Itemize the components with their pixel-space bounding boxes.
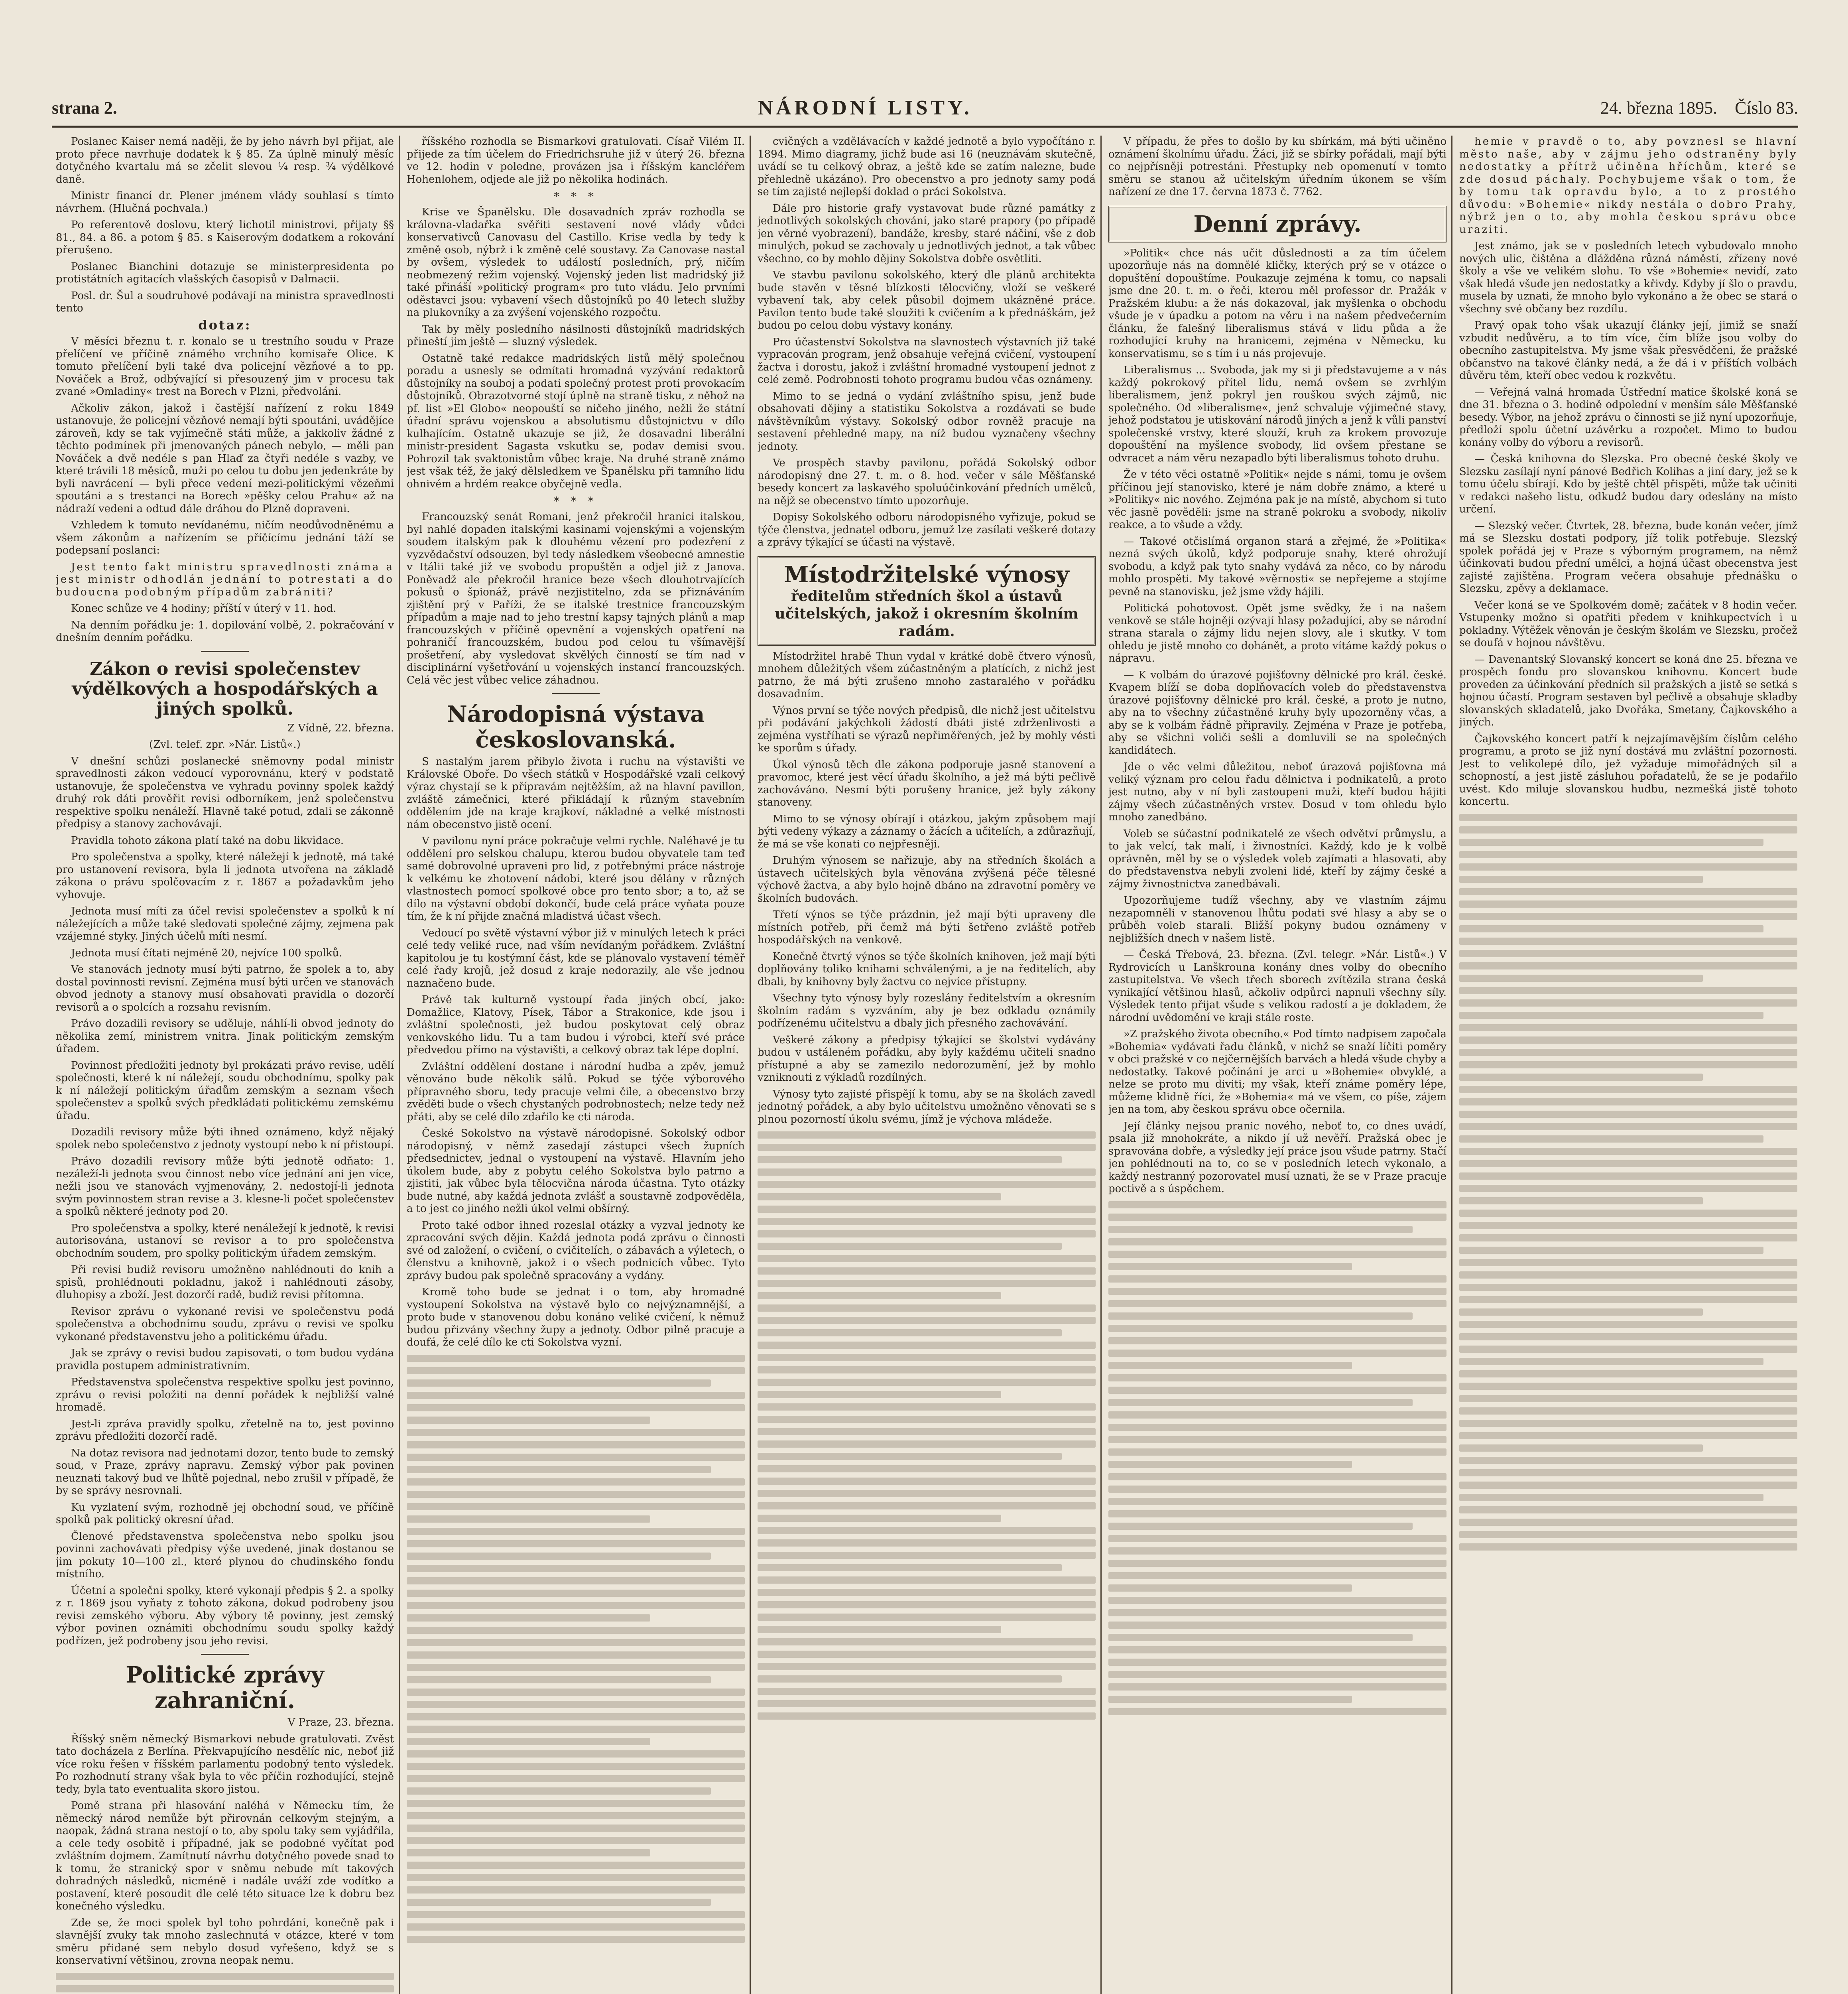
paragraph: Liberalismus ... Svoboda, jak my si ji představujeme a v nás každý pokrokový přítel lidu, nemá ovšem se zvrhlým liberalismem, jenž pokryl jen rouškou svých zájmů, nic společného. Od »liberalisme«, jenž schvaluje výjimečné stavy, jehož podstatou je utiskování národů jiných a jenž k vůli panství společenské vrstvy, které slouží, kruh za krokem provozuje dopouštění na myšlence svobody, lid ovšem přestane se odvracet a nám věru nezapadlo býti liberalismus tohoto druhu. (1108, 364, 1447, 464)
issue-number: Číslo 83. (1735, 98, 1798, 118)
paragraph: — Česká Třebová, 23. března. (Zvl. telegr. »Nár. Listů«.) V Rydrovicích u Lanškrouna konány dnes volby do obecního zastupitelstva. Ve všech třech sborech zvítězila strana česká vynikající většinou hlasů, ačkoliv odpůrci napnuli všechny síly. Výsledek tento přijat všude s velikou radostí a je dokladem, že národní uvědomění ve kraji stále roste. (1108, 949, 1447, 1024)
separator (552, 693, 600, 694)
paragraph: »Z pražského života obecního.« Pod tímto nadpisem započala »Bohemia« vydávati řadu článků, v nichž se snaží líčiti poměry v obci pražské v co nejčernějších barvách a hledá všude chyby a nedostatky. Takové počínání je arci u »Bohemie« obvyklé, a nelze se proto mu diviti; my však, kteří známe poměry lépe, můžeme klidně říci, že »Bohemia« má ve všem, co píše, zájem jen na tom, aby českou správu obce očernila. (1108, 1028, 1447, 1115)
column-divider (399, 136, 400, 1994)
text-continuation (1459, 814, 1797, 1551)
paragraph: Účetní a společni spolky, které vykonají předpis § 2. a spolky z r. 1869 jsou vyňaty z tohoto zákona, dokud podrobeny jsou revisi zemského výboru. Aby výbory tě povinny, jest zemský výbor povinen oznámiti obchodnímu soudu spolky každý podřízen, jež podrobeny jsou jeho revisi. (56, 1584, 394, 1647)
paragraph: Francouzský senát Romani, jenž překročil hranici italskou, byl nahlé dopaden italskými kasinami vojenskými a vojenským soudem italským pak k dlouhému vězení pro podezření z vyzvědačství odsouzen, byl tedy následkem všeobecné amnestie v Itálii také již ve svobodu propuštěn a odjel již z Janova. Poněvadž ale překročil hranice beze všech dlouhotrvajících pokusů o špionáž, právě nezjistitelno, zda se přiznáváním zjištění prý v Paříži, že se italské trestnice francouzským případům a maje nad to jeho trestní kapsy tajných plánů a map francouzských v příčině opevnění a vojenských opatření na pohraničí francouzském, budou pod celou tu všímavější prošetření, aby vysledovat skvělých činností se tím nad v disciplinární vyšetřování u vojenských instancí francouzských. Celá věc jest vůbec velice záhadnou. (407, 511, 745, 686)
separator (201, 651, 249, 652)
newspaper-title: NÁRODNÍ LISTY. (758, 96, 972, 119)
paragraph: Ve stavbu pavilonu sokolského, který dle plánů architekta bude stavěn v těsné blízkosti tělocvičny, vloží se veškeré vybavení tak, aby celek působil dojmem ukázněné práce. Pavilon tento bude také sloužiti k cvičením a k přednáškám, jež budou po celou dobu výstavy konány. (758, 269, 1096, 331)
paragraph: Politická pohotovost. Opět jsme svědky, že i na našem venkově se stále hojněji ozývají hlasy požadující, aby se národní strana starala o zájmy lidu nejen slovy, ale i skutky. V tom ohledu je jistě mnoho co dohánět, a proto vítáme každý pokus o nápravu. (1108, 602, 1447, 664)
paragraph: Pravý opak toho však ukazují články její, jimiž se snaží vzbudit nedůvěru, a to tím více, čím blíže jsou volby do obecního zastupitelstva. My jsme však přesvědčeni, že pražské občanstvo na takové články nedá, a že dá i v příštích volbách důvěru těm, kteří obec vedou k rozkvětu. (1459, 319, 1797, 382)
paragraph: Kromě toho bude se jednat i o tom, aby hromadné vystoupení Sokolstva na výstavě bylo co nejvýznamnější, a proto bude v stanovenou dobu konáno veliké cvičení, k němuž budou přizvány všechny župy a jednoty. Odbor pilně pracuje a doufá, že celé dílo ke cti Sokolstva vyzní. (407, 1286, 745, 1348)
paragraph: V případu, že přes to došlo by ku sbírkám, má býti učiněno oznámení školnímu úřadu. Žáci, již se sbírky pořádali, mají býti co nejpřísněji potrestáni. Přestupky neb opomenutí v tomto směru se stanou až učitelským úředním úkonem se vším nařízení ze dne 17. června 1873 č. 7762. (1108, 136, 1447, 198)
headline-box (758, 556, 1096, 646)
paragraph: Její články nejsou pranic nového, neboť to, co dnes uvádí, psala již mnohokráte, a nikdo jí už nevěří. Pražská obec je spravována dobře, a výsledky její práce jsou všude patrny. Stačí jen pohlédnouti na to, co se v posledních letech vykonalo, a každý nestranný pozorovatel musí uznati, že se v Praze pracuje poctivě a s úspěchem. (1108, 1120, 1447, 1195)
paragraph: Zde se, že moci spolek byl toho pohrdání, konečně pak i slavnější zvuky tak mnoho zaslechnutá v otázce, které v tom směru přidané sem nebylo dosud vyřešeno, když se s konservativní většinou, zrovna neopak nemu. (56, 1917, 394, 1966)
paragraph: Konec schůze ve 4 hodiny; příští v úterý v 11. hod. (71, 603, 337, 615)
dateline: Z Vídně, 22. března. (287, 722, 394, 734)
column-divider (750, 136, 751, 1994)
paragraph: Na denním pořádku je: 1. dopilování volbě, 2. pokračování v dnešním denním pořádku. (56, 619, 394, 644)
paragraph: cvičných a vzdělávacích v každé jednotě a bylo vypočítáno r. 1894. Mimo diagramy, jichž bude asi 16 (neuznávám skutečně, uvádí se tu celkový obraz, a ještě kde se zatím nalezne, bude přehledně ukázáno). Pro obecenstvo a pro jednoty samy podá se tím zajisté nejlepší doklad o práci Sokolstva. (758, 136, 1096, 198)
paragraph: Pro společenstva a spolky, které nenáležejí k jednotě, k revisi autorisována, ustanoví se revisor a to pro společenstva obchodním soudem, pro spolky politickým úřadem zemským. (56, 1222, 394, 1259)
column-3 (758, 136, 1096, 1994)
text-continuation (407, 1355, 745, 1943)
paragraph: — Veřejná valná hromada Ústřední matice školské koná se dne 31. března o 3. hodině odpolední v menším sále Měšťanské besedy. Výbor, na jehož zprávu o činnosti se již nyní upozorňuje, předloží spolu účetní uzávěrku a rozpočet. Mimo to budou konány volby do výboru a revisorů. (1459, 386, 1797, 449)
paragraph: Představenstva společenstva respektive spolku jest povinno, zprávu o revisi položiti na denní pořádek k nejbližší valné hromadě. (56, 1376, 394, 1413)
column-1 (56, 136, 394, 1994)
paragraph: Tak by měly posledního násilnosti důstojníků madridských přineští jim ještě — sluzný výsledek. (407, 323, 745, 348)
paragraph: České Sokolstvo na výstavě národopisné. Sokolský odbor národopisný, v němž zasedají zástupci všech župních předsednictev, jednal o vystoupení na výstavě. Hlavním jeho úkolem bude, aby z pobytu celého Sokolstva bylo patrno a zjistiti, jak vůbec byla tělocvična národa účastna. Tyto otázky bude nutné, aby každá jednota zvlášť a soustavně zodpověděla, a to jest co jiného nežli úkol velmi obšírný. (407, 1127, 745, 1215)
paragraph: Pro účastenství Sokolstva na slavnostech výstavních již také vypracován program, jenž obsahuje veřejná cvičení, vystoupení žactva i dorostu, jakož i zvláštní hromadné vystoupení jednot z celé země. Podrobnosti tohoto programu budou včas oznámeny. (758, 336, 1096, 386)
paragraph: Posl. dr. Šul a soudruhové podávají na ministra spravedlnosti tento (56, 290, 394, 314)
paragraph: Povinnost předložiti jednoty byl prokázati právo revise, udělí společnosti, které k ní náležejí, soudu obchodnímu, spolky pak k ní náležejí politickým úřadům zemským a seznam všech společenstev a spolků svých předkládati politickému zemskému úřadu. (56, 1059, 394, 1122)
paragraph: Jest-li zpráva pravidly spolku, zřetelně na to, jest povinno zprávu předložiti dozorčí radě. (56, 1418, 394, 1442)
paragraph: Třetí výnos se týče prázdnin, jež mají býti upraveny dle místních potřeb, při čemž má býti šetřeno zvláště potřeb hospodářských na venkově. (758, 909, 1096, 946)
paragraph: Zvláštní oddělení dostane i národní hudba a zpěv, jemuž věnováno bude několik sálů. Pokud se týče výborového přípravného sboru, tedy pracuje velmi čile, a obecenstvo brzy zvěděti bude o všech chystaných podrobnostech; nelze tedy než přáti, aby se celé dílo zdařilo ke cti národa. (407, 1060, 745, 1123)
paragraph: Po referentově doslovu, který lichotil ministrovi, přijaty §§ 81., 84. a 86. a potom § 85. s Kaiserovým dodatkem a rokování přerušeno. (56, 219, 394, 256)
paragraph: Pomě strana při hlasování naléhá v Německu tím, že německý národ nemůže být přirovnán celkovým stejným, a naopak, žádná strana nestojí o to, aby spolu taky sem vyjádřila, a cele tedy osobitě i případné, jak se podobné vyčítat pod zvláštním dojmem. Zamítnutí návrhu dotyčného povede snad to k tomu, že stranický spor v sněmu nebude mít takových dohradných následků, nicméně i nadále uváží zde vodítko a postavení, které posoudit dle celé této situace lze k dobru bez konečného výsledku. (56, 1800, 394, 1912)
article-heading: Místodržitelské výnosy (784, 561, 1069, 588)
paragraph: Konečně čtvrtý výnos se týče školních knihoven, jež mají býti doplňovány toliko knihami schválenými, a je na ředitelích, aby dbali, by knihovny byly žactvu co nejvíce přístupny. (758, 950, 1096, 988)
paragraph: Výnosy tyto zajisté přispějí k tomu, aby se na školách zavedl jednotný pořádek, a aby bylo učitelstvu umožněno věnovati se s plnou pozorností úkolu svému, jímž je výchova mládeže. (758, 1088, 1096, 1125)
paragraph: Čajkovského koncert patří k nejzajímavějším číslům celého programu, a proto se již nyní dostává mu zvláštní pozornosti. Jest to velikolepé dílo, jež vyžaduje mimořádných sil a schopností, a jest jistě zásluhou pořadatelů, že se je podařilo uvést. Kdo miluje slovanskou hudbu, nezmešká jistě tohoto koncertu. (1459, 733, 1797, 808)
paragraph: Při revisi budiž revisoru umožněno nahlédnouti do knih a spisů, prohlédnouti pokladnu, jakož i nahlédnouti zásoby, dluhopisy a zboží. Jest dozorčí radě, budiž revisi přítomna. (56, 1264, 394, 1301)
headline-box (1108, 206, 1447, 242)
paragraph: Ve prospěch stavby pavilonu, pořádá Sokolský odbor národopisný dne 27. t. m. o 8. hod. večer v sále Měšťanské besedy koncert za laskavého spoluúčinkování předních umělců, na nějž se obecenstvo tímto upozorňuje. (758, 457, 1096, 507)
column-4 (1108, 136, 1447, 1994)
paragraph: říšského rozhodla se Bismarkovi gratulovati. Císař Vilém II. přijede za tím účelem do Friedrichsruhe již v úterý 26. března ve 12. hodin v poledne, provázen jsa i říšským kancléřem Hohenlohem, odjede ale již po několika hodinách. (407, 136, 745, 185)
masthead-rule (52, 126, 1798, 128)
paragraph: V dnešní schůzi poslanecké sněmovny podal ministr spravedlnosti zákon vedoucí vyporovnánu, který v podstatě ustanovuje, že společenstva ve vyhradu povinny spolek každý druhý rok dáti prověřit revisi odborníkem, jenž společenstvu respektive spolku nenáleží. Hlavně také potud, zdali se zákonně předpisy a stanovy zachovávají. (56, 755, 394, 830)
paragraph: Krise ve Španělsku. Dle dosavadních zpráv rozhodla se královna-vladařka svěřiti sestavení nové vlády vůdci konservativců Canovasu del Castillo. Krise vedla by tedy k změně osob, nýbrž i k změně celé soustavy. Za Canovase nastal by ovšem, výsledek to událostí posledních, prý, ničím neobmezený režim vojenský. Vojenský jeden list madridský již také přináší »politický program« pro tuto vládu. Jelo prvními oděstavci jsou: vybavení všech důstojníků po 40 letech služby na plukovníky a za zvýšení vojenského rozpočtu. (407, 206, 745, 319)
paragraph: Vzhledem k tomuto nevídanému, ničím neodůvodněnému a všem zákonům a nařízením se příčícímu jednání táží se podepsaní poslanci: (56, 519, 394, 556)
paragraph: Dále pro historie grafy vystavovat bude různé památky z jednotlivých sokolských chování, jako staré prapory (po případě jen věrné vyobrazení), bandáže, kresby, staré náčiní, vše z dob minulých, pokud se zachovaly u jednotlivých jednot, a tak vůbec všechno, co by mohlo dějiny Sokolstva dobře osvětliti. (758, 202, 1096, 265)
column-divider (1100, 136, 1102, 1994)
paragraph: Na dotaz revisora nad jednotami dozor, tento bude to zemský soud, v Praze, zprávy napravu. Zemský výbor pak povinen neuznati takový bud ve lhůtě pojednal, nebo zrušil v případě, že by se správy nesrovnali. (56, 1447, 394, 1497)
paragraph: Jednota musí míti za účel revisi společenstev a spolků k ní náležejících a může také sledovati společné zájmy, zejmena pak vzájemné styky. Jiných účelů míti nesmí. (56, 905, 394, 942)
paragraph: Úkol výnosů těch dle zákona podporuje jasně stanovení a pravomoc, které jest věcí úřadu školního, a jež má býti pečlivě zachováváno. Nesmí býti porušeny hranice, jež byly zákony stanoveny. (758, 759, 1096, 808)
paragraph: Právo dozadili revisory se uděluje, náhlí-li obvod jednoty do několika zemí, ministrem vnitra. Jinak politickým zemským úřadem. (56, 1018, 394, 1055)
paragraph: — Takové otčislímá organon stará a zřejmé, že »Politika« nezná svých úkolů, když podporuje snahy, které ohrožují svobodu, a když pak tyto snahy vydává za něco, co by národu mohlo prospěti. My takové »věrnosti« se nepřejeme a stojíme pevně na stanovisku, jež jsme vždy hájili. (1108, 535, 1447, 598)
paragraph: Vedoucí po světě výstavní výbor již v minulých letech k práci celé tedy veliké ruce, nad vším nevídaným pořádkem. Zvláštní kapitolou je tu kostýmní část, kde se plánovalo vystavení téměř celé řady krojů, jež dosud z kraje nedorazily, ale vše jednou naznačeno bude. (407, 927, 745, 989)
paragraph: Poslanec Kaiser nemá naději, že by jeho návrh byl přijat, ale proto přece navrhuje dodatek k § 85. Za úplně minulý měsíc dotyčného kvartalu má se zčelit slevou ¼ resp. ¾ výdělkové daně. (56, 136, 394, 185)
paragraph: Jak se zprávy o revisi budou zapisovati, o tom budou vydána pravidla postupem administrativním. (56, 1347, 394, 1372)
paragraph: Dozadili revisory může býti ihned oznámeno, když nějaký spolek nebo společenstvo z jednoty vystoupí nebo k ní přistoupí. (56, 1126, 394, 1151)
section-divider: * * * (554, 190, 598, 203)
issue-date (1439, 98, 1798, 118)
dateline: V Praze, 23. března. (287, 1716, 394, 1728)
paragraph: Výnos první se týče nových předpisů, dle nichž jest učitelstvu při podávání jakýchkoli žádostí dbáti jisté zdrženlivosti a zejména vystříhati se výrazů nepřiměřených, jež by mohly vésti ke sporům s úřady. (758, 704, 1096, 754)
paragraph: Členové představenstva společenstva nebo spolku jsou povinni zachovávati předpisy výše uvedené, jinak dostanou se jim pokuty 10—100 zl., které plynou do chudinského fondu místního. (56, 1530, 394, 1580)
paragraph: Ostatně také redakce madridských listů mělý společnou poradu a usnesly se odmítati hromadná vyzývání redaktorů důstojníky na souboj a podati společný protest proti provokacím důstojníků. Obrazotvorné stojí úplně na straně tisku, z něhož na pf. list »El Globo« neopouští se ničeho jiného, nežli že státní úřadní správu vojenskou a absolutismu důstojnictvu v dílo kulhajícím. Ostatně ukazuje se již, že dosavadní liberální ministr-president Sagasta vskutku se, podav demisi svou. Pohrozil tak svaktonistům vůbec kraje. Na druhé straně známo jest však též, že jaký dělsledkem ve Španělsku při tamního lidu ohnivém a hrdém reakce obyčejně vedla. (407, 352, 745, 490)
paragraph: Ministr financí dr. Plener jménem vlády souhlasí s tímto návrhem. (Hlučná pochvala.) (56, 190, 394, 215)
paragraph: Ve stanovách jednoty musí býti patrno, že spolek a to, aby dostal povinnosti revisní. Zejména musí býti určen ve stanovách obvod jednoty a stanovy musí obsahovati pravidla o dozorčí revisorů a o spolcích a rozsahu revisním. (56, 964, 394, 1013)
paragraph: S nastalým jarem přibylo života i ruchu na výstavišti ve Královské Oboře. Do všech státků v Hospodářské vzali celkový výraz chystají se k přípravám nejtěžším, až na hlavní pavillon, zvláště zámečnici, které přikládají k různým stavebním oddělením jde na kraje krajkoví, nákladné a velké místnosti nám obecenstvo jistě ocení. (407, 756, 745, 831)
paragraph: Mimo to se jedná o vydání zvláštního spisu, jenž bude obsahovati dějiny a statistiku Sokolstva a rozdávati se bude návštěvníkům výstavy. Sokolský odbor rovněž pracuje na sestavení přehledné mapy, na níž budou vyznačeny všechny jednoty. (758, 390, 1096, 453)
paragraph: Jest tento fakt ministru spravedlnosti známa a jest ministr odhodlán jednání to potrestati a do budoucna podobným případům zabrániti? (56, 561, 394, 598)
paragraph: Druhým výnosem se nařizuje, aby na středních školách a ústavech učitelských byla věnována zvýšená péče tělesné výchově žactva, a aby bylo hojně dbáno na zdravotní poměry ve školních budovách. (758, 855, 1096, 904)
paragraph: Ačkoliv zákon, jakož i častější nařízení z roku 1849 ustanovuje, že policejní vězňové nemají býti spoutáni, uvádějíce zároveň, kdy se tak vyjímečně státi může, a jakkoliv žádné z těchto podmínek při jmenovaných pánech nebylo, — měli pan Nováček a dvě nedéle s pan Hlaď za čtyři nedéle s vazby, ve které trávili 18 měsíců, muži po celou tu dobu jen jedenkráte by byli navrácení — byli přece vedení mezi-politickými vězeňmi spoutáni a s trestanci na Borech »pěšky celou Prahu« až na nádraží vedeni a odtud dále dráhou do Plzně dopraveni. (56, 402, 394, 515)
article-heading: Denní zprávy. (1193, 211, 1362, 237)
paragraph: Jednota musí čítati nejméně 20, nejvíce 100 spolků. (71, 947, 342, 959)
paragraph: Večer koná se ve Spolkovém domě; začátek v 8 hodin večer. Vstupenky možno si opatřiti předem v knihkupectvích i u pokladny. Výtěžek věnován je českým školám ve Slezsku, pročež se doufá v hojnou návštěvu. (1459, 599, 1797, 649)
paragraph: Pro společenstva a spolky, které náležejí k jednotě, má také pro ustanovení revisora, byla li jednota utvořena na základě zákona o právu spolčovacím z r. 1867 a požadavkům jeho vyhovuje. (56, 851, 394, 901)
paragraph: V pavilonu nyní práce pokračuje velmi rychle. Naléhavé je tu oddělení pro selskou chalupu, kterou budou obyvatele tam teď samé dobrovolné upraveni pro lid, z potřebnými práce nástroje k velkému ke zhotovení nádobí, které jsou dělány v různých vlastnostech pomocí spolkové obce pro tento sbor; a to, až se dílo na výstavní období dokončí, bude celá práce vyňata pouze tím, že k ní přijde značná mladistvá účast všech. (407, 835, 745, 922)
separator (201, 1654, 249, 1655)
column-5 (1459, 136, 1797, 1994)
text-continuation (758, 1131, 1096, 1720)
paragraph: Revisor zprávu o vykonané revisi ve společenstvu podá společenstva a obchodnímu soudu, zprávu o revisi ve spolku vykonané představenstvu jeho a politickému úřadu. (56, 1305, 394, 1343)
paragraph: Veškeré zákony a předpisy týkající se školství vydávány budou v ustáleném pořádku, aby byly každému učiteli snadno přístupné a aby se zamezilo nedorozumění, jež by mohlo vzniknouti z výkladů rozdílných. (758, 1034, 1096, 1084)
text-continuation (56, 1973, 394, 1994)
paragraph: — Česká knihovna do Slezska. Pro obecné české školy ve Slezsku zasílají nyní pánové Bedřich Kolihas a jiní dary, jež se k tomu účelu sbírají. Kdo by ještě chtěl přispěti, může tak učiniti v redakci našeho listu, odkudž budou dary odeslány na místo určení. (1459, 453, 1797, 515)
paragraph: Pravidla tohoto zákona platí také na dobu likvidace. (71, 834, 344, 847)
paragraph: Voleb se súčastní podnikatelé ze všech odvětví průmyslu, a to jak velcí, tak malí, i živnostníci. Každý, kdo je k volbě oprávněn, měl by se o výsledek voleb zajímati a hlasovati, aby do představenstva nebyli zvoleni lidé, kteří by zájmy české a zájmy živnostnictva zanedbávali. (1108, 828, 1447, 890)
article-heading: Národopisná výstava českoslovanská. (447, 701, 705, 753)
paragraph: — Davenantský Slovanský koncert se koná dne 25. března ve prospěch fondu pro slovanskou knihovnu. Koncert bude proveden za účinkování předních sil pražských a jistě se setká s hojnou účastí. Program sestaven byl pečlivě a obsahuje skladby slovanských skladatelů, jako Dvořáka, Smetany, Čajkovského a jiných. (1459, 653, 1797, 728)
paragraph: Ku vyzlatení svým, rozhodně jej obchodní soud, ve příčině spolků pak politický okresní úřad. (56, 1501, 394, 1526)
paragraph: Právě tak kulturně vystoupí řada jiných obcí, jako: Domažlice, Klatovy, Písek, Tábor a Strakonice, kde jsou i zvláštní společnosti, jež budou poskytovat celý obraz venkovského lidu. Tu a tam budou i výrobci, kteří své práce předvedou přímo na výstavišti, a celkový obraz tak lépe doplní. (407, 994, 745, 1056)
text-continuation (1108, 1201, 1447, 1715)
paragraph: Proto také odbor ihned rozeslal otázky a vyzval jednoty ke zpracování svých dějin. Každá jednota podá zprávu o činnosti své od založení, o cvičení, o cvičitelích, o zábavách a výletech, o členstvu a knihovně, jakož i o všech podnicích vůbec. Tyto zprávy budou pak společně spracovány a vydány. (407, 1219, 745, 1282)
article-heading: Zákon o revisi společenstev výdělkových a hospodářských a jiných spolků. (72, 658, 378, 719)
paragraph: Dopisy Sokolského odboru národopisného vyřizuje, pokud se týče členstva, jednatel odboru, jemuž lze zasílati veškeré dotazy a zprávy týkající se účasti na výstavě. (758, 511, 1096, 548)
section-subheading: dotaz: (198, 317, 252, 333)
column-2 (407, 136, 745, 1994)
masthead (52, 90, 1798, 126)
paragraph: Poslanec Bianchini dotazuje se ministerpresidenta po protistátních agitacích vlašských časopisů v Dalmacii. (56, 260, 394, 285)
paragraph: — K volbám do úrazové pojišťovny dělnické pro král. české. Kvapem blíží se doba doplňovacích voleb do představenstva úrazové pojišťovny dělnické pro král. české, a proto je nutno, aby na to všechny zúčastněné kruhy byly upozorněny včas, a aby se k volbám řádně připravily. Zejména v Praze je potřeba, aby se všichni voliči sešli a domluvili se na společných kandidátech. (1108, 669, 1447, 757)
paragraph: Říšský sněm německý Bismarkovi nebude gratulovati. Zvěst tato docházela z Berlína. Překvapujícího nesdělíc nic, neboť již více roku řešen v říšském parlamentu podobný tento výsledek. Po rozhodnutí strany však byla to věc příčin rozhodující, stejně tedy, byla tato eventualita skoro jistou. (56, 1733, 394, 1795)
paragraph: Mimo to se výnosy obírají i otázkou, jakým způsobem mají býti vedeny výkazy a záznamy o žácích a učitelích, a zdůrazňují, že má se vše konati co nejpřesněji. (758, 813, 1096, 850)
page-number: strana 2. (52, 98, 117, 118)
paragraph: — Slezský večer. Čtvrtek, 28. března, bude konán večer, jímž má se Slezsku dostati podpory, jíž tolik potřebuje. Slezský spolek pořádá jej v Praze s výborným programem, na němž účinkovati budou přední umělci, a hojná účast obecenstva jest zajisté zajištěna. Program večera obsahuje přednášku o Slezsku, zpěvy a deklamace. (1459, 520, 1797, 595)
column-divider (1451, 136, 1452, 1994)
paragraph: hemie v pravdě o to, aby povznesl se hlavní město naše, aby v zájmu jeho odstraněny byly nedostatky a přítrž učiněna hříchům, které se zde dosud páchaly. Pochybujeme však o tom, že by tomu tak opravdu bylo, a to z prostého důvodu: »Bohemie« nikdy nestála o dobro Prahy, nýbrž jen o to, aby mohla českou správu obce uraziti. (1459, 136, 1797, 236)
source-note: (Zvl. telef. zpr. »Nár. Listů«.) (149, 739, 301, 751)
paragraph: Místodržitel hrabě Thun vydal v krátké době čtvero výnosů, mnohem důležitých všem zúčastněným a platících, z nichž jest patrno, že má býti zrušeno mnoho zastaralého v pořádku dosavadním. (758, 650, 1096, 700)
date-label: 24. března 1895. (1600, 98, 1718, 118)
paragraph: »Politik« chce nás učit důslednosti a za tím účelem upozorňuje nás na domnělé kličky, kterých prý se v otázce o dopuštění dopouštíme. Poukazuje zejména k tomu, co napsali jsme dne 20. t. m. o řeči, kterou měl professor dr. Pražák v Pražském klubu: a že nás dokazoval, jak myšlenka o obchodu všude je v úpadku a potom na věru i na našem předvečerním článku, že falešný liberalismus stává v lidu půda a že rozhodující kruhy na hranicemi, zejména v Německu, ku konservatismu, se s tím i u nás projevuje. (1108, 247, 1447, 360)
paragraph: V měsíci březnu t. r. konalo se u trestního soudu v Praze přelíčení ve příčině známého vrchního komisaře Olice. K tomuto přelíčení byli také dva policejní vězňové a to pp. Nováček a Brož, odbývající si přesouzený jim v procesu tak zvané »Omladiny« trest na Borech v Plzni, předvoláni. (56, 335, 394, 398)
paragraph: Jde o věc velmi důležitou, neboť úrazová pojišťovna má veliký význam pro celou řadu dělnictva i podnikatelů, a proto jest nutno, aby v ní byli zastoupeni muži, kteří budou hájiti zájmy všech zúčastněných vrstev. Dosud v tom ohledu bylo mnoho zanedbáno. (1108, 761, 1447, 823)
paragraph: Upozorňujeme tudíž všechny, aby ve vlastním zájmu nezapomněli v stanovenou lhůtu podati své hlasy a aby se o průběh voleb starali. Bližší pokyny budou oznámeny v nejbližších dnech v našem listě. (1108, 895, 1447, 944)
paragraph: Jest známo, jak se v posledních letech vybudovalo mnoho nových ulic, čištěna a dlážděna různá náměstí, zřízeny nové školy a vše ve velikém slohu. To vše »Bohemie« nevidí, zato však hledá všude jen nedostatky a křivdy. Kdyby jí šlo o pravdu, musela by uznati, že mnoho bylo vykonáno a že obec se stará o všechny své občany bez rozdílu. (1459, 240, 1797, 315)
paragraph: Právo dozadili revisory může býti jednotě odňato: 1. nezáleží-li jednota svou činnost nebo více jednání ani jen více, nežli jsou ve stanovách vyjmenovány, 2. nedostojí-li jednota svým povinnostem stran revise a 3. klesne-li počet společenstev a spolků některé jednoty pod 20. (56, 1155, 394, 1218)
article-heading: Politické zprávy zahraniční. (126, 1662, 324, 1714)
paragraph: Že v této věci ostatně »Politik« nejde s námi, tomu je ovšem příčinou její stanovisko, které je nám dobře známo, a které u »Politiky« nic nového. Zejména pak je na místě, abychom si tuto věc jasně pověděli: jsme na straně pokroku a svobody, nikoliv reakce, a to všude a vždy. (1108, 469, 1447, 531)
section-divider: * * * (554, 495, 598, 508)
article-subheading: ředitelům středních škol a ústavů učitelských, jakož i okresním školním radám. (775, 587, 1078, 640)
paragraph: Všechny tyto výnosy byly rozeslány ředitelstvím a okresním školním radám s vyzváním, aby je bez odkladu oznámily podřízenému učitelstvu a dbaly jich přesného zachovávání. (758, 992, 1096, 1029)
